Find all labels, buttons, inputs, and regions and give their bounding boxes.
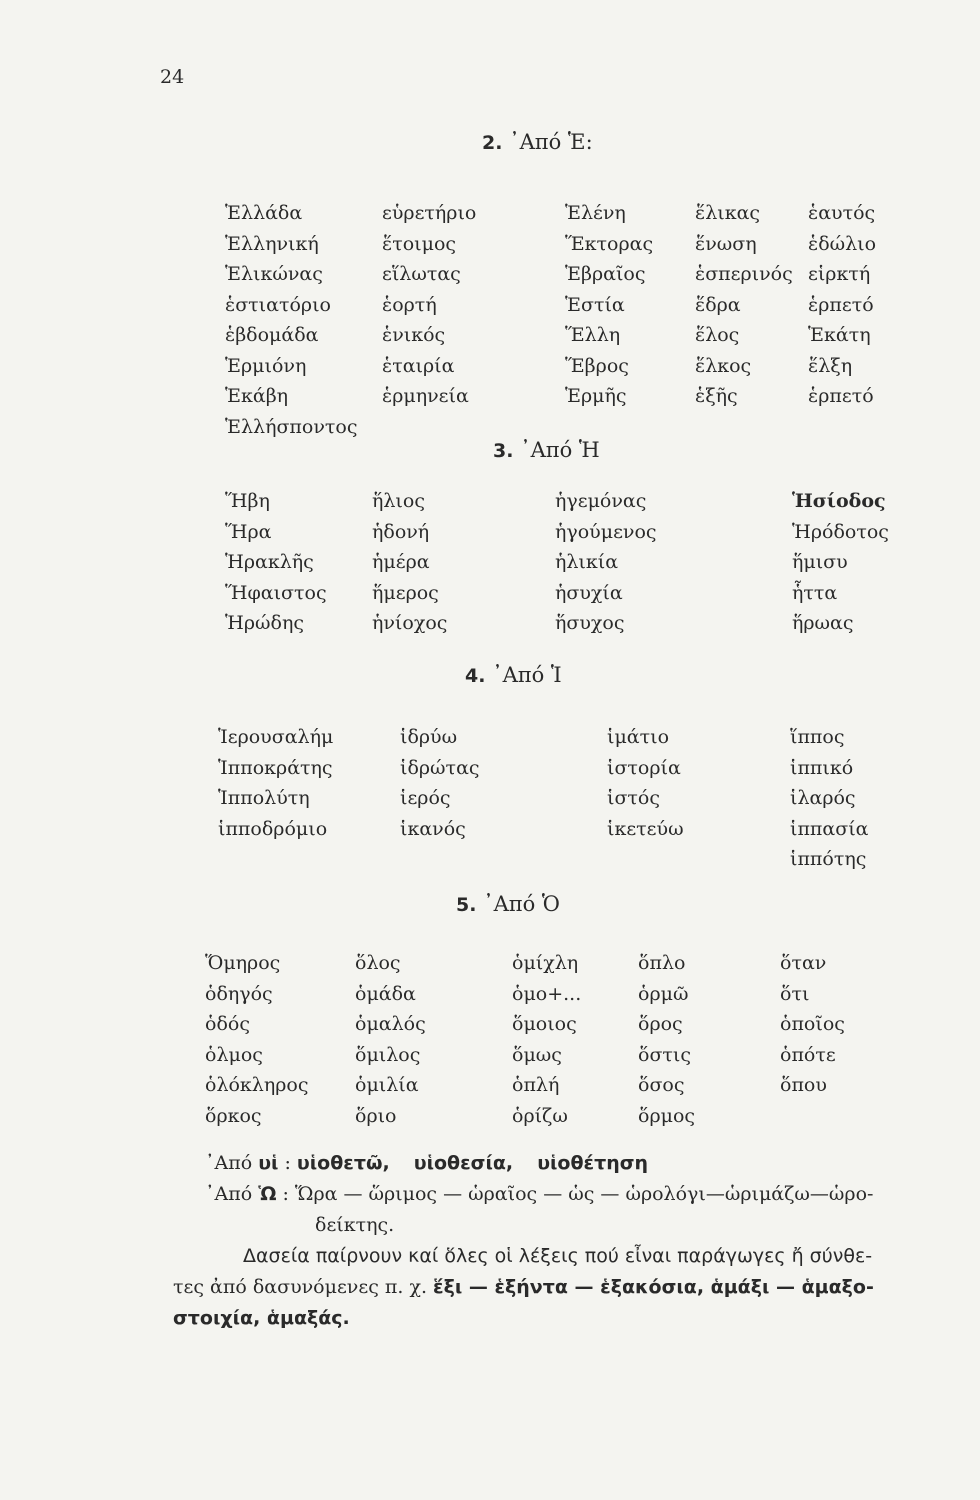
- rule-line-2: [173, 1272, 965, 1303]
- section-number: 5.: [456, 894, 477, 916]
- word: ἡγεμόνας: [555, 490, 647, 512]
- word: ἥλιος: [372, 490, 425, 512]
- word: ἑαυτός: [808, 202, 876, 224]
- word: ὁπλή: [512, 1074, 560, 1096]
- word: Ἑκάτη: [808, 324, 871, 346]
- word: Ἑλλήσποντος: [225, 415, 358, 438]
- word-column: [400, 722, 480, 844]
- word: ἑσπερινός: [695, 263, 793, 285]
- word: ἱκετεύω: [607, 817, 684, 840]
- word: ὅμιλος: [355, 1043, 421, 1066]
- word: ἑστιατόριο: [225, 293, 331, 316]
- word: ὁδηγός: [205, 982, 273, 1005]
- yi-word: υἱοθέτηση: [537, 1152, 649, 1174]
- word: Ἑρμιόνη: [225, 354, 307, 377]
- word: ὁπότε: [780, 1043, 836, 1066]
- page-number: 24: [160, 66, 185, 88]
- word: ἑορτή: [382, 293, 437, 316]
- word-column: [695, 198, 793, 412]
- word: Ἥφαιστος: [225, 581, 327, 604]
- word: ἡδονή: [372, 520, 430, 543]
- o-prefix: ᾿Από: [205, 1183, 253, 1205]
- word: Ἡρώδης: [225, 612, 304, 634]
- word: ἡλικία: [555, 551, 619, 573]
- word-column: [218, 722, 333, 844]
- word: ἱλαρός: [790, 787, 856, 809]
- section-heading-h: [493, 438, 600, 462]
- word: Ὅμηρος: [205, 952, 281, 974]
- word: ἱστός: [607, 787, 661, 809]
- word: ἑταιρία: [382, 354, 455, 377]
- word: Ἱπποκράτης: [218, 756, 333, 779]
- word: ἥμισυ: [792, 551, 848, 573]
- word: ἑβδομάδα: [225, 324, 319, 346]
- word: ὁμαλός: [355, 1013, 426, 1035]
- word-column: [638, 948, 695, 1131]
- footer-notes: [173, 1148, 965, 1334]
- word: Ἡρόδοτος: [792, 520, 889, 543]
- word: ἵππος: [790, 726, 845, 748]
- rule-line-3: στοιχία, ἁμαξάς.: [173, 1307, 350, 1329]
- word: Ἑλικώνας: [225, 263, 323, 285]
- word: ἑρπετό: [808, 293, 874, 316]
- word-column: [555, 486, 657, 639]
- word: ἕλξη: [808, 354, 853, 377]
- word: ἡμέρα: [372, 551, 430, 573]
- word: ὅτι: [780, 982, 810, 1005]
- word: ἧττα: [792, 581, 838, 604]
- word: Ἥρα: [225, 520, 272, 543]
- word: ἥρωας: [792, 612, 854, 634]
- word: ἥσυχος: [555, 612, 625, 634]
- word: εὑρετήριο: [382, 202, 477, 224]
- word: Ἕκτορας: [565, 232, 654, 255]
- word: ὅρος: [638, 1013, 683, 1035]
- o-line-continued: δείκτης.: [315, 1214, 395, 1236]
- word: ὁρίζω: [512, 1104, 568, 1127]
- o-key: Ὡ: [258, 1183, 277, 1205]
- word: ὅπλο: [638, 952, 686, 974]
- word-column: [607, 722, 684, 844]
- word: ὅπου: [780, 1074, 827, 1096]
- word: Ἑστία: [565, 293, 625, 316]
- word-column: [780, 948, 845, 1101]
- word: Ἑρμῆς: [565, 385, 627, 407]
- word: Ἑλλάδα: [225, 202, 303, 224]
- word: ὁλόκληρος: [205, 1074, 309, 1096]
- word-column: [512, 948, 581, 1131]
- word: ἡσυχία: [555, 581, 623, 604]
- word: ἕλος: [695, 324, 740, 346]
- word: Ἑλληνική: [225, 232, 319, 255]
- word: Ἡσίοδος: [792, 490, 886, 512]
- word: ἱκανός: [400, 817, 466, 840]
- rule-examples: ἕξι — ἑξήντα — ἑξακόσια, ἁμάξι — ἁμαξο-: [433, 1276, 874, 1298]
- section-title: ᾿Από Ἑ:: [509, 130, 593, 154]
- word-column: [205, 948, 308, 1131]
- yi-word: υἱοθεσία,: [413, 1152, 514, 1174]
- word: ὅρκος: [205, 1104, 262, 1127]
- word: ὁποῖος: [780, 1013, 845, 1035]
- word-column: [565, 198, 653, 412]
- word: ὁμίχλη: [512, 952, 579, 974]
- section-number: 2.: [482, 132, 503, 154]
- section-number: 4.: [465, 665, 486, 687]
- word: ἡγούμενος: [555, 520, 657, 543]
- word: ἱππότης: [790, 848, 867, 870]
- word: ἱδρύω: [400, 726, 458, 748]
- word: ἕνωση: [695, 232, 757, 255]
- word: ἡνίοχος: [372, 612, 448, 634]
- word: ἑξῆς: [695, 385, 738, 407]
- word: Ἕβρος: [565, 354, 629, 377]
- o-words: Ὥρα — ὥριμος — ὡραῖος — ὡς — ὡρολόγι—ὡριμάζω—ὡρο-: [294, 1183, 874, 1205]
- word: ἕδρα: [695, 293, 741, 316]
- yi-key: υἱ: [258, 1152, 279, 1174]
- section-heading-o: [456, 892, 560, 916]
- word-column: [382, 198, 476, 412]
- word: ἱπποδρόμιο: [218, 817, 328, 840]
- section-title: ᾿Από Ὁ: [483, 892, 560, 916]
- rule-text: τες ἀπό δασυνόμενες π. χ.: [173, 1276, 427, 1298]
- word: ὁμάδα: [355, 982, 416, 1005]
- word: ὅταν: [780, 952, 827, 974]
- yi-prefix: ᾿Από: [205, 1152, 253, 1174]
- word: ὅμως: [512, 1043, 562, 1066]
- word: εἵλωτας: [382, 263, 461, 285]
- word: ἑρπετό: [808, 385, 874, 407]
- word: ὅριο: [355, 1104, 397, 1127]
- word: ὁμιλία: [355, 1074, 419, 1096]
- word: ἕτοιμος: [382, 232, 457, 255]
- section-heading-i: [465, 663, 562, 687]
- word: ὁμο+...: [512, 982, 582, 1005]
- word: ἱστορία: [607, 756, 681, 779]
- word: ὁδός: [205, 1013, 250, 1035]
- o-line: ᾿Από Ὡ : Ὥρα — ὥριμος — ὡραῖος — ὡς — ὡρολόγι—ὡριμάζω—ὡρο-: [205, 1183, 874, 1205]
- word: ἥμερος: [372, 581, 439, 604]
- word: Ἱππολύτη: [218, 787, 310, 809]
- word: ὅρμος: [638, 1104, 696, 1127]
- word-column: [355, 948, 426, 1131]
- word: Ἥβη: [225, 490, 270, 512]
- rule-line-1: Δασεία παίρνουν καί ὅλες οἱ λέξεις πού εἶναι παράγωγες ἤ σύνθε-: [243, 1245, 873, 1267]
- word: Ἑβραῖος: [565, 263, 646, 285]
- word: Ἡρακλῆς: [225, 551, 314, 573]
- word: Ἱερουσαλήμ: [218, 726, 334, 748]
- section-title: ᾿Από Ἡ: [520, 438, 600, 462]
- word: Ἑκάβη: [225, 385, 289, 407]
- word: ὅλος: [355, 952, 401, 974]
- word: ἱππασία: [790, 817, 869, 840]
- word: ἕλκος: [695, 354, 752, 377]
- word-column: [225, 486, 327, 639]
- word-column: [372, 486, 447, 639]
- yi-line: ᾿Από υἱ : υἱοθετῶ, υἱοθεσία, υἱοθέτηση: [205, 1152, 649, 1174]
- word: εἱρκτή: [808, 263, 871, 285]
- word: ὅσος: [638, 1074, 685, 1096]
- word: ὁρμῶ: [638, 982, 689, 1005]
- word-column: [225, 198, 358, 442]
- word: ἱππικό: [790, 756, 854, 779]
- section-heading-e: [482, 130, 593, 154]
- word: ἱδρώτας: [400, 756, 480, 779]
- word: ἑρμηνεία: [382, 385, 469, 407]
- yi-word: υἱοθετῶ,: [296, 1152, 390, 1174]
- section-title: ᾿Από Ἱ: [492, 663, 562, 687]
- section-number: 3.: [493, 440, 514, 462]
- word: ὁλμος: [205, 1043, 263, 1066]
- word: ἑνικός: [382, 324, 446, 346]
- word: ἕλικας: [695, 202, 761, 224]
- word: Ἕλλη: [565, 324, 621, 346]
- word-column: [792, 486, 889, 639]
- word: ἱερός: [400, 787, 451, 809]
- word: ὅμοιος: [512, 1013, 577, 1035]
- word: ἱμάτιο: [607, 726, 670, 748]
- word: Ἑλένη: [565, 202, 626, 224]
- word-column: [808, 198, 876, 412]
- word: ἑδώλιο: [808, 232, 877, 255]
- word-column: [790, 722, 869, 875]
- word: ὅστις: [638, 1043, 692, 1066]
